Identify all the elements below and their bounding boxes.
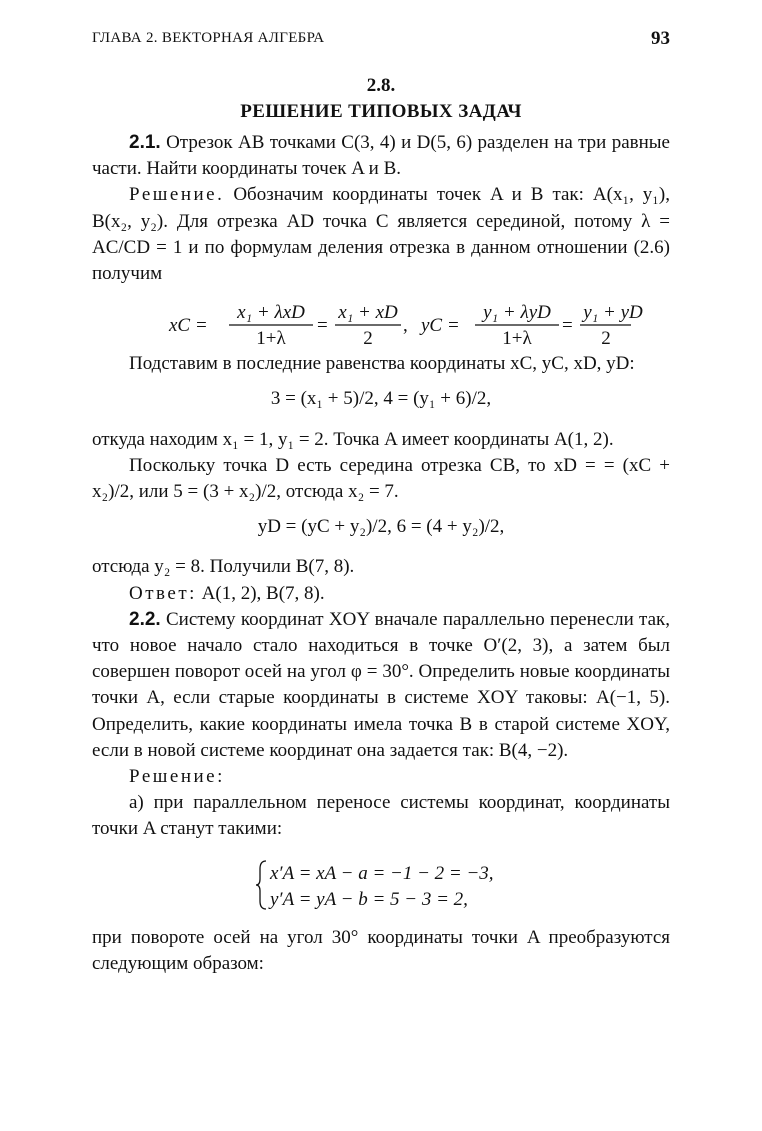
comma: , bbox=[403, 315, 408, 337]
system-line-1: x′A = xA − a = −1 − 2 = −3, bbox=[270, 862, 494, 884]
formula-two: 2 bbox=[363, 328, 373, 350]
paragraph-point-b: отсюда y₂ = 8. Получили B(7, 8). bbox=[92, 556, 355, 578]
paragraph-midpoint: Поскольку точка D есть середина отрезка CB, то xD = = (xC + x₂)/2, или 5 = (3 + x₂)/2, отсюда x₂ = 7. bbox=[92, 454, 670, 503]
section-number: 2.8. bbox=[366, 75, 396, 96]
equation-system bbox=[92, 857, 670, 913]
problem-number: 2.2. bbox=[129, 608, 161, 630]
formula-two: 2 bbox=[601, 328, 611, 350]
formula-svg bbox=[131, 299, 643, 350]
running-head: ГЛАВА 2. ВЕКТОРНАЯ АЛГЕБРА bbox=[92, 30, 325, 46]
formula-xc-denominator: 1+λ bbox=[256, 328, 286, 350]
solution-label: Решение: bbox=[129, 766, 225, 788]
paragraph-point-a: откуда находим x₁ = 1, y₁ = 2. Точка A имеет координаты A(1, 2). bbox=[92, 428, 614, 450]
problem-2-2-statement bbox=[92, 607, 670, 764]
brace-icon bbox=[256, 861, 266, 909]
system-line-2: y′A = yA − b = 5 − 3 = 2, bbox=[270, 888, 468, 910]
formula-yc-numerator-2: y₁ + yD bbox=[583, 302, 643, 324]
problem-text: Систему координат XOY вначале параллельно перенесли так, что новое начало стало находиться в точке O′(2, 3), а затем был совершен поворот осей на угол φ = 30°. Определить новые координаты точки A, если старые координаты в системе XOY таковы: A(−1, 5). Определить, какие координаты имела точка B в старой системе XOY, если в новой системе координат она задается так: B(4, −2). bbox=[92, 608, 670, 761]
problem-2-1-solution bbox=[92, 182, 670, 287]
equation-substituted: 3 = (x₁ + 5)/2, 4 = (y₁ + 6)/2, bbox=[270, 388, 492, 410]
page-header bbox=[92, 28, 670, 50]
solution-label: Решение. bbox=[129, 184, 225, 206]
system-svg bbox=[256, 857, 506, 913]
formula-xc-label: xC = bbox=[169, 315, 208, 337]
answer-label: Ответ: bbox=[129, 582, 197, 604]
formula-yc-numerator-1: y₁ + λyD bbox=[483, 302, 551, 324]
division-formula bbox=[92, 299, 670, 349]
problem-number: 2.1. bbox=[129, 132, 161, 153]
page-content bbox=[92, 74, 670, 977]
paragraph-substitute: Подставим в последние равенства координаты xC, yC, xD, yD: bbox=[129, 353, 635, 375]
problem-text: Отрезок AB точками C(3, 4) и D(5, 6) разделен на три равные части. Найти координаты точек A и B. bbox=[92, 132, 670, 180]
formula-yc-denominator: 1+λ bbox=[502, 328, 532, 350]
equation-yd: yD = (yC + y₂)/2, 6 = (4 + y₂)/2, bbox=[257, 516, 505, 538]
answer-text: A(1, 2), B(7, 8). bbox=[196, 582, 325, 604]
page-number: 93 bbox=[651, 28, 670, 49]
equals-sign: = bbox=[317, 315, 328, 337]
paragraph-rotation: при повороте осей на угол 30° координаты точки A преобразуются следующим образом: bbox=[92, 926, 670, 974]
problem-2-1-statement bbox=[92, 130, 670, 182]
section-title: РЕШЕНИЕ ТИПОВЫХ ЗАДАЧ bbox=[240, 101, 522, 122]
formula-yc-label: yC = bbox=[421, 315, 460, 337]
formula-xc-numerator-1: x₁ + λxD bbox=[237, 302, 305, 324]
equals-sign: = bbox=[562, 315, 573, 337]
solution-text: Обозначим координаты точек A и B так: A(x₁, y₁), B(x₂, y₂). Для отрезка AD точка C является серединой, потому λ = AC/CD = 1 и по формулам деления отрезка в данном отношении (2.6) получим bbox=[92, 184, 670, 285]
formula-xc-numerator-2: x₁ + xD bbox=[338, 302, 398, 324]
answer-2-1 bbox=[92, 581, 670, 607]
paragraph-parallel-shift: а) при параллельном переносе системы координат, координаты точки A станут такими: bbox=[92, 792, 670, 840]
